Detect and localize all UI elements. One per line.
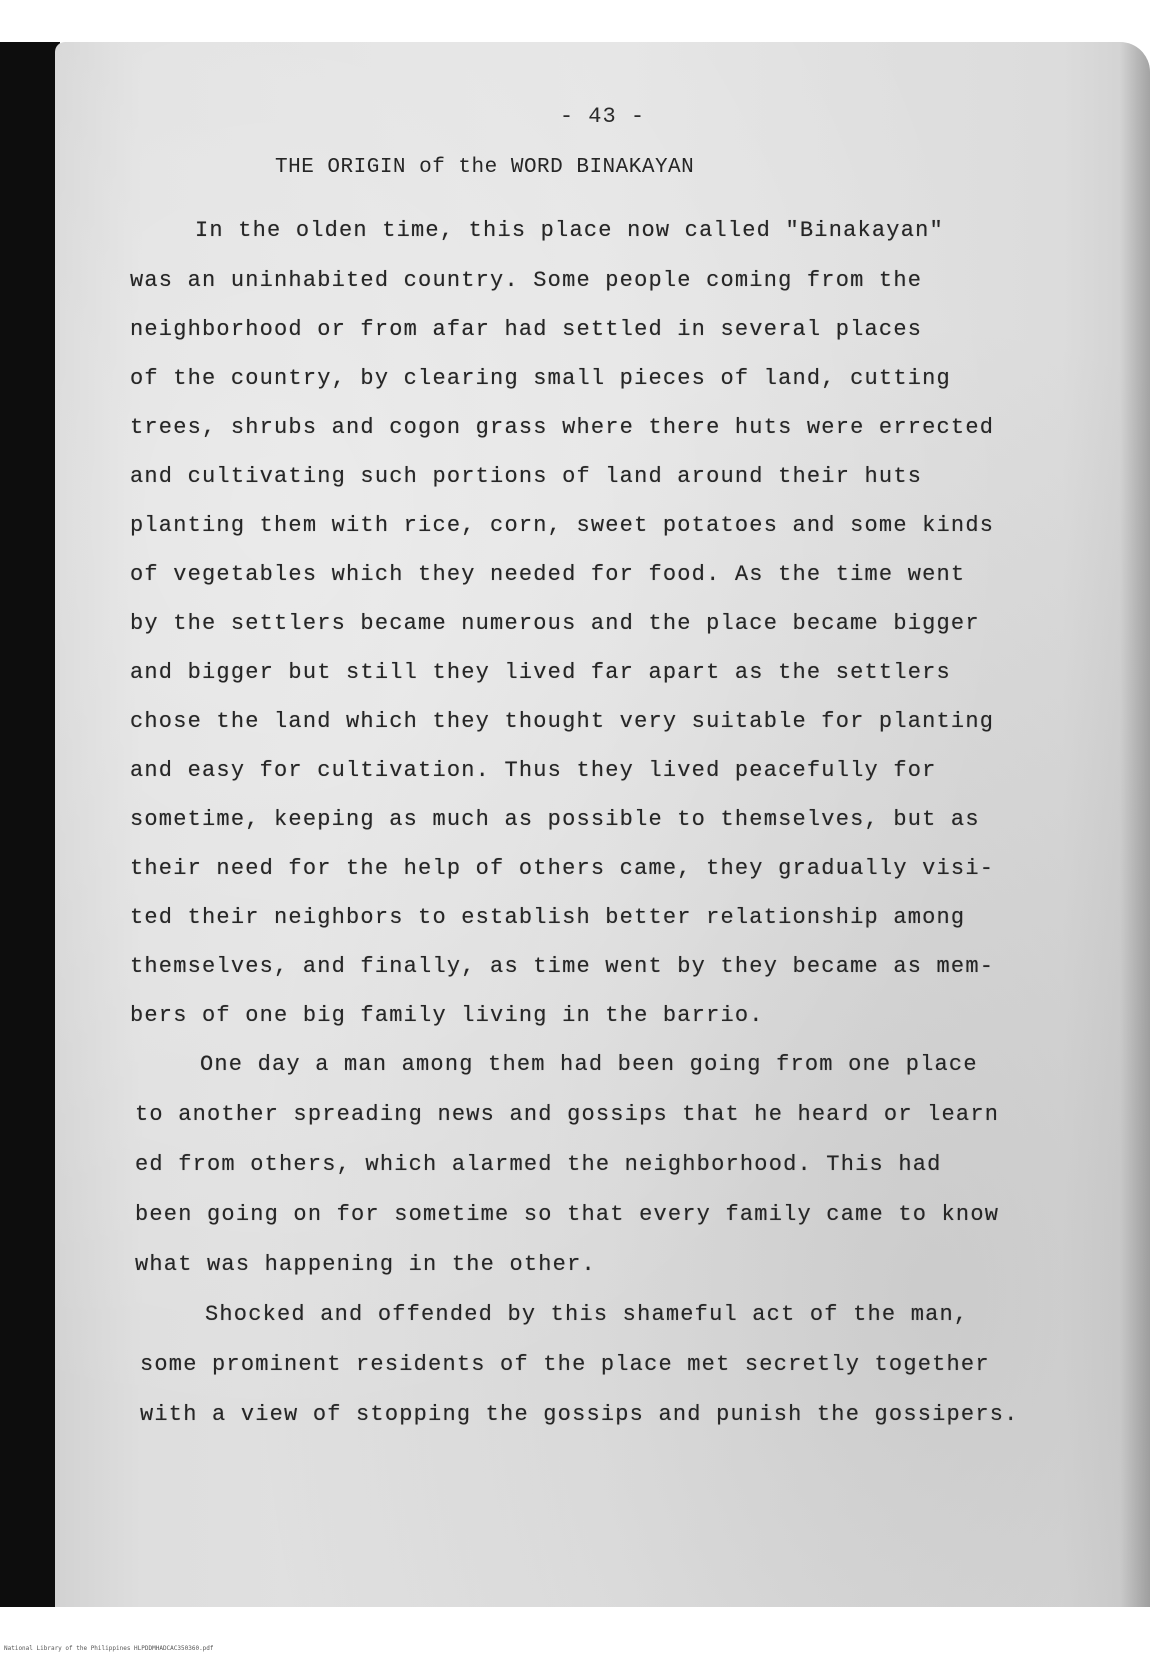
- text-line-13: sometime, keeping as much as possible to themselves, but as: [130, 807, 980, 832]
- scan-left-border: [0, 42, 60, 1607]
- text-line-23: Shocked and offended by this shameful act of the man,: [205, 1302, 969, 1327]
- text-line-12: and easy for cultivation. Thus they lived peacefully for: [130, 758, 937, 783]
- text-line-25: with a view of stopping the gossips and punish the gossipers.: [140, 1402, 1019, 1427]
- text-line-3: neighborhood or from afar had settled in several places: [130, 317, 923, 342]
- text-line-21: been going on for sometime so that every family came to know: [135, 1202, 1000, 1227]
- text-line-11: chose the land which they thought very suitable for planting: [130, 709, 995, 734]
- text-line-5: trees, shrubs and cogon grass where there huts were errected: [130, 415, 995, 440]
- footer-source: National Library of the Philippines HLPDDMHADCAC350360.pdf: [4, 1645, 214, 1652]
- top-margin: [0, 0, 1165, 42]
- text-line-9: by the settlers became numerous and the place became bigger: [130, 611, 980, 636]
- text-line-14: their need for the help of others came, they gradually visi-: [130, 856, 995, 881]
- text-line-10: and bigger but still they lived far apart as the settlers: [130, 660, 951, 685]
- text-line-6: and cultivating such portions of land around their huts: [130, 464, 923, 489]
- page-number: - 43 -: [559, 104, 646, 129]
- text-line-7: planting them with rice, corn, sweet potatoes and some kinds: [130, 513, 995, 538]
- text-line-15: ted their neighbors to establish better relationship among: [130, 905, 966, 930]
- text-line-2: was an uninhabited country. Some people coming from the: [130, 268, 923, 293]
- text-line-20: ed from others, which alarmed the neighborhood. This had: [135, 1152, 942, 1177]
- typewritten-page: [55, 42, 1150, 1607]
- text-line-17: bers of one big family living in the barrio.: [130, 1003, 764, 1028]
- text-line-1: In the olden time, this place now called "Binakayan": [195, 218, 944, 243]
- text-line-22: what was happening in the other.: [135, 1252, 596, 1277]
- text-line-4: of the country, by clearing small pieces of land, cutting: [130, 366, 951, 391]
- page-edge-shadow: [1120, 42, 1150, 1607]
- text-line-19: to another spreading news and gossips that he heard or learn: [135, 1102, 1000, 1127]
- text-line-24: some prominent residents of the place met secretly together: [140, 1352, 990, 1377]
- text-line-18: One day a man among them had been going from one place: [200, 1052, 978, 1077]
- document-title: THE ORIGIN of the WORD BINAKAYAN: [275, 156, 695, 179]
- text-line-8: of vegetables which they needed for food. As the time went: [130, 562, 966, 587]
- text-line-16: themselves, and finally, as time went by they became as mem-: [130, 954, 995, 979]
